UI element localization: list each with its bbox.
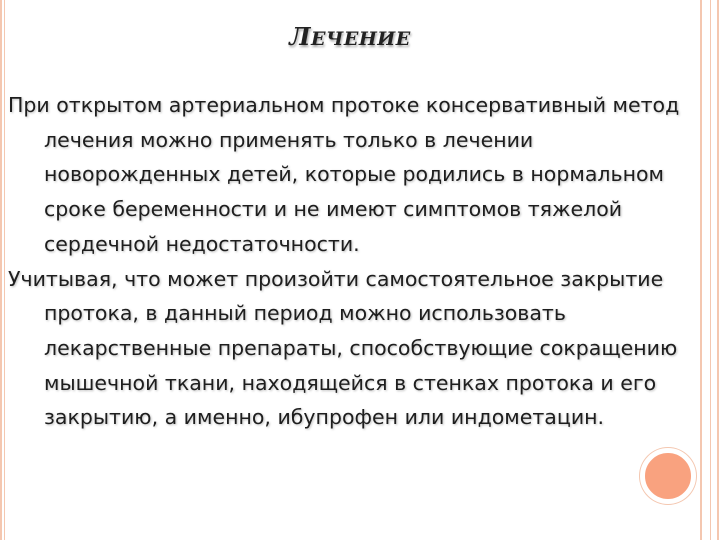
right-frame-line bbox=[700, 0, 702, 540]
title-first-letter: Л bbox=[289, 22, 312, 51]
slide-body bbox=[8, 88, 698, 435]
decorative-circle bbox=[640, 448, 696, 504]
paragraph-medication: Учитывая, что может произойти самостоятельное закрытие протока, в данный период можно использовать лекарственные препараты, способствующие сокращению мышечной ткани, находящейся в стенках протока и его закрытию, а именно, ибупрофен или индометацин. bbox=[8, 266, 678, 430]
right-frame-middle-line bbox=[710, 0, 711, 540]
right-frame-outer-line bbox=[717, 0, 719, 540]
paragraph-conservative-treatment: При открытом артериальном протоке консервативный метод лечения можно применять только в лечении новорожденных детей, которые родились в нормальном сроке беременности и не имеют симптомов тяжелой сердечной недостаточности. bbox=[8, 93, 680, 256]
left-frame-line bbox=[0, 0, 2, 540]
title-rest: ЕЧЕНИЕ bbox=[311, 28, 411, 50]
slide-title bbox=[0, 22, 700, 51]
left-frame-inner-line bbox=[4, 0, 5, 540]
